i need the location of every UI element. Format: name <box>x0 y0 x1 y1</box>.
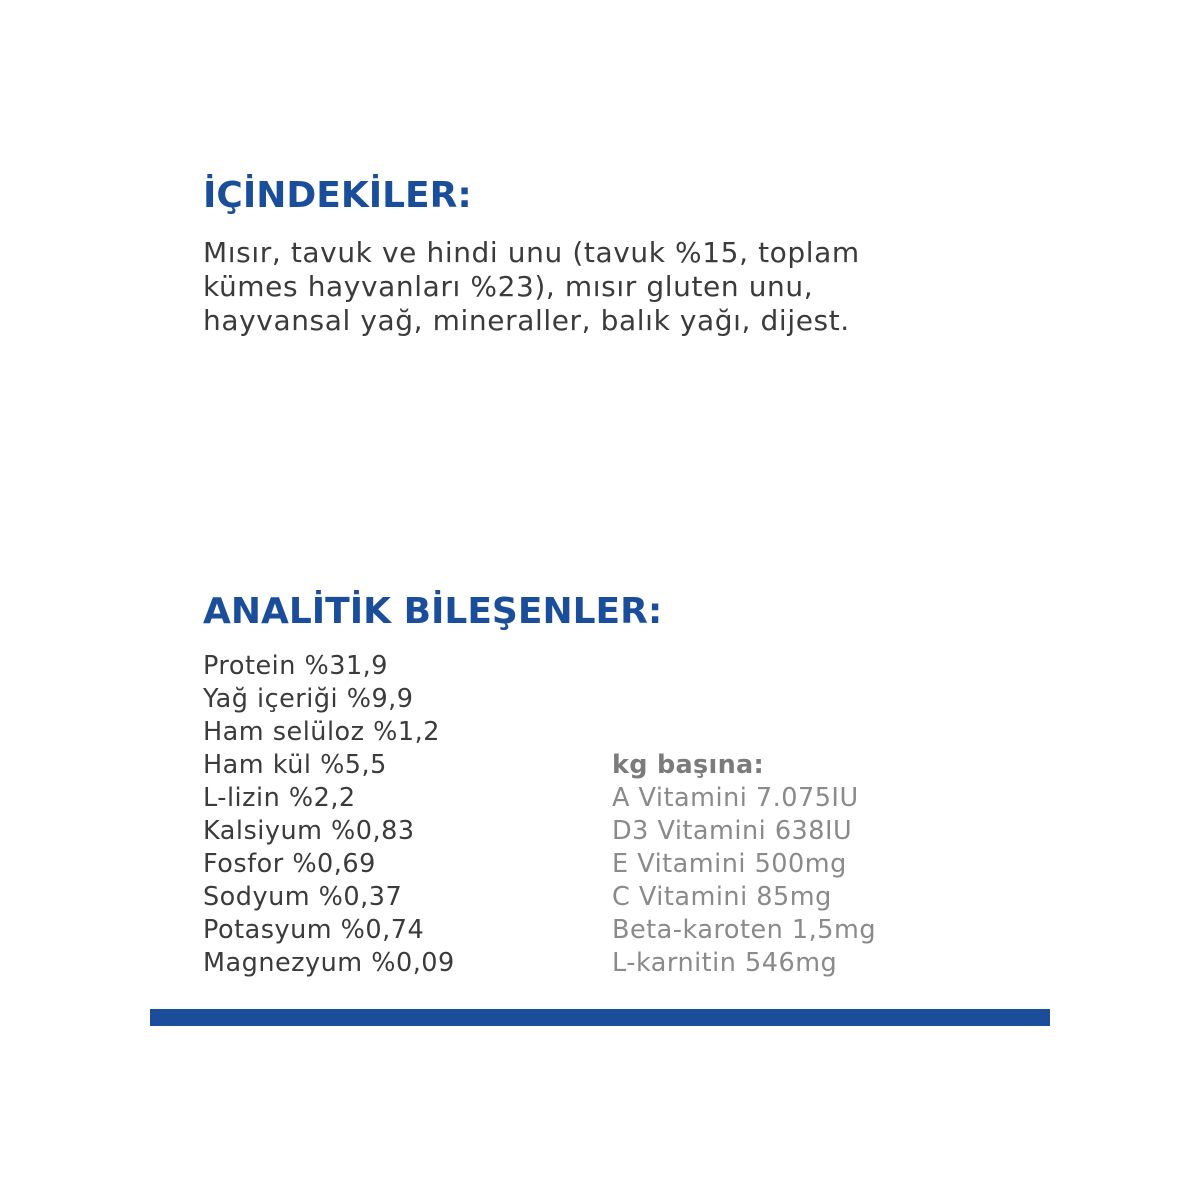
analytic-item-sodium: Sodyum %0,37 <box>203 882 403 912</box>
analytic-item-potassium: Potasyum %0,74 <box>203 915 425 945</box>
vitamin-item-e: E Vitamini 500mg <box>612 849 847 879</box>
vitamin-item-l-carnitine: L-karnitin 546mg <box>612 948 838 978</box>
bottom-accent-bar <box>150 1009 1050 1026</box>
analytic-components-list <box>203 650 455 980</box>
vitamins-section <box>612 749 876 980</box>
analytic-item-magnesium: Magnezyum %0,09 <box>203 948 455 978</box>
vitamin-item-a: A Vitamini 7.075IU <box>612 783 859 813</box>
vitamin-item-beta-carotene: Beta-karoten 1,5mg <box>612 915 877 945</box>
ingredients-text: Mısır, tavuk ve hindi unu (tavuk %15, toplam kümes hayvanları %23), mısır gluten unu, hayvansal yağ, mineraller, balık yağı, dijest. <box>203 236 860 337</box>
analytic-item-crude-ash: Ham kül %5,5 <box>203 750 387 780</box>
vitamin-item-c: C Vitamini 85mg <box>612 882 832 912</box>
vitamin-list <box>612 782 876 980</box>
analytic-item-phosphorus: Fosfor %0,69 <box>203 849 376 879</box>
per-kg-title: kg başına: <box>612 750 765 780</box>
analytic-item-l-lysine: L-lizin %2,2 <box>203 783 356 813</box>
ingredients-heading: İÇİNDEKİLER: <box>203 175 472 216</box>
analytic-item-fat: Yağ içeriği %9,9 <box>203 684 414 714</box>
analytic-components-heading: ANALİTİK BİLEŞENLER: <box>203 591 663 632</box>
vitamin-item-d3: D3 Vitamini 638IU <box>612 816 853 846</box>
analytic-item-calcium: Kalsiyum %0,83 <box>203 816 415 846</box>
analytic-item-protein: Protein %31,9 <box>203 651 388 681</box>
analytic-item-crude-fiber: Ham selüloz %1,2 <box>203 717 440 747</box>
